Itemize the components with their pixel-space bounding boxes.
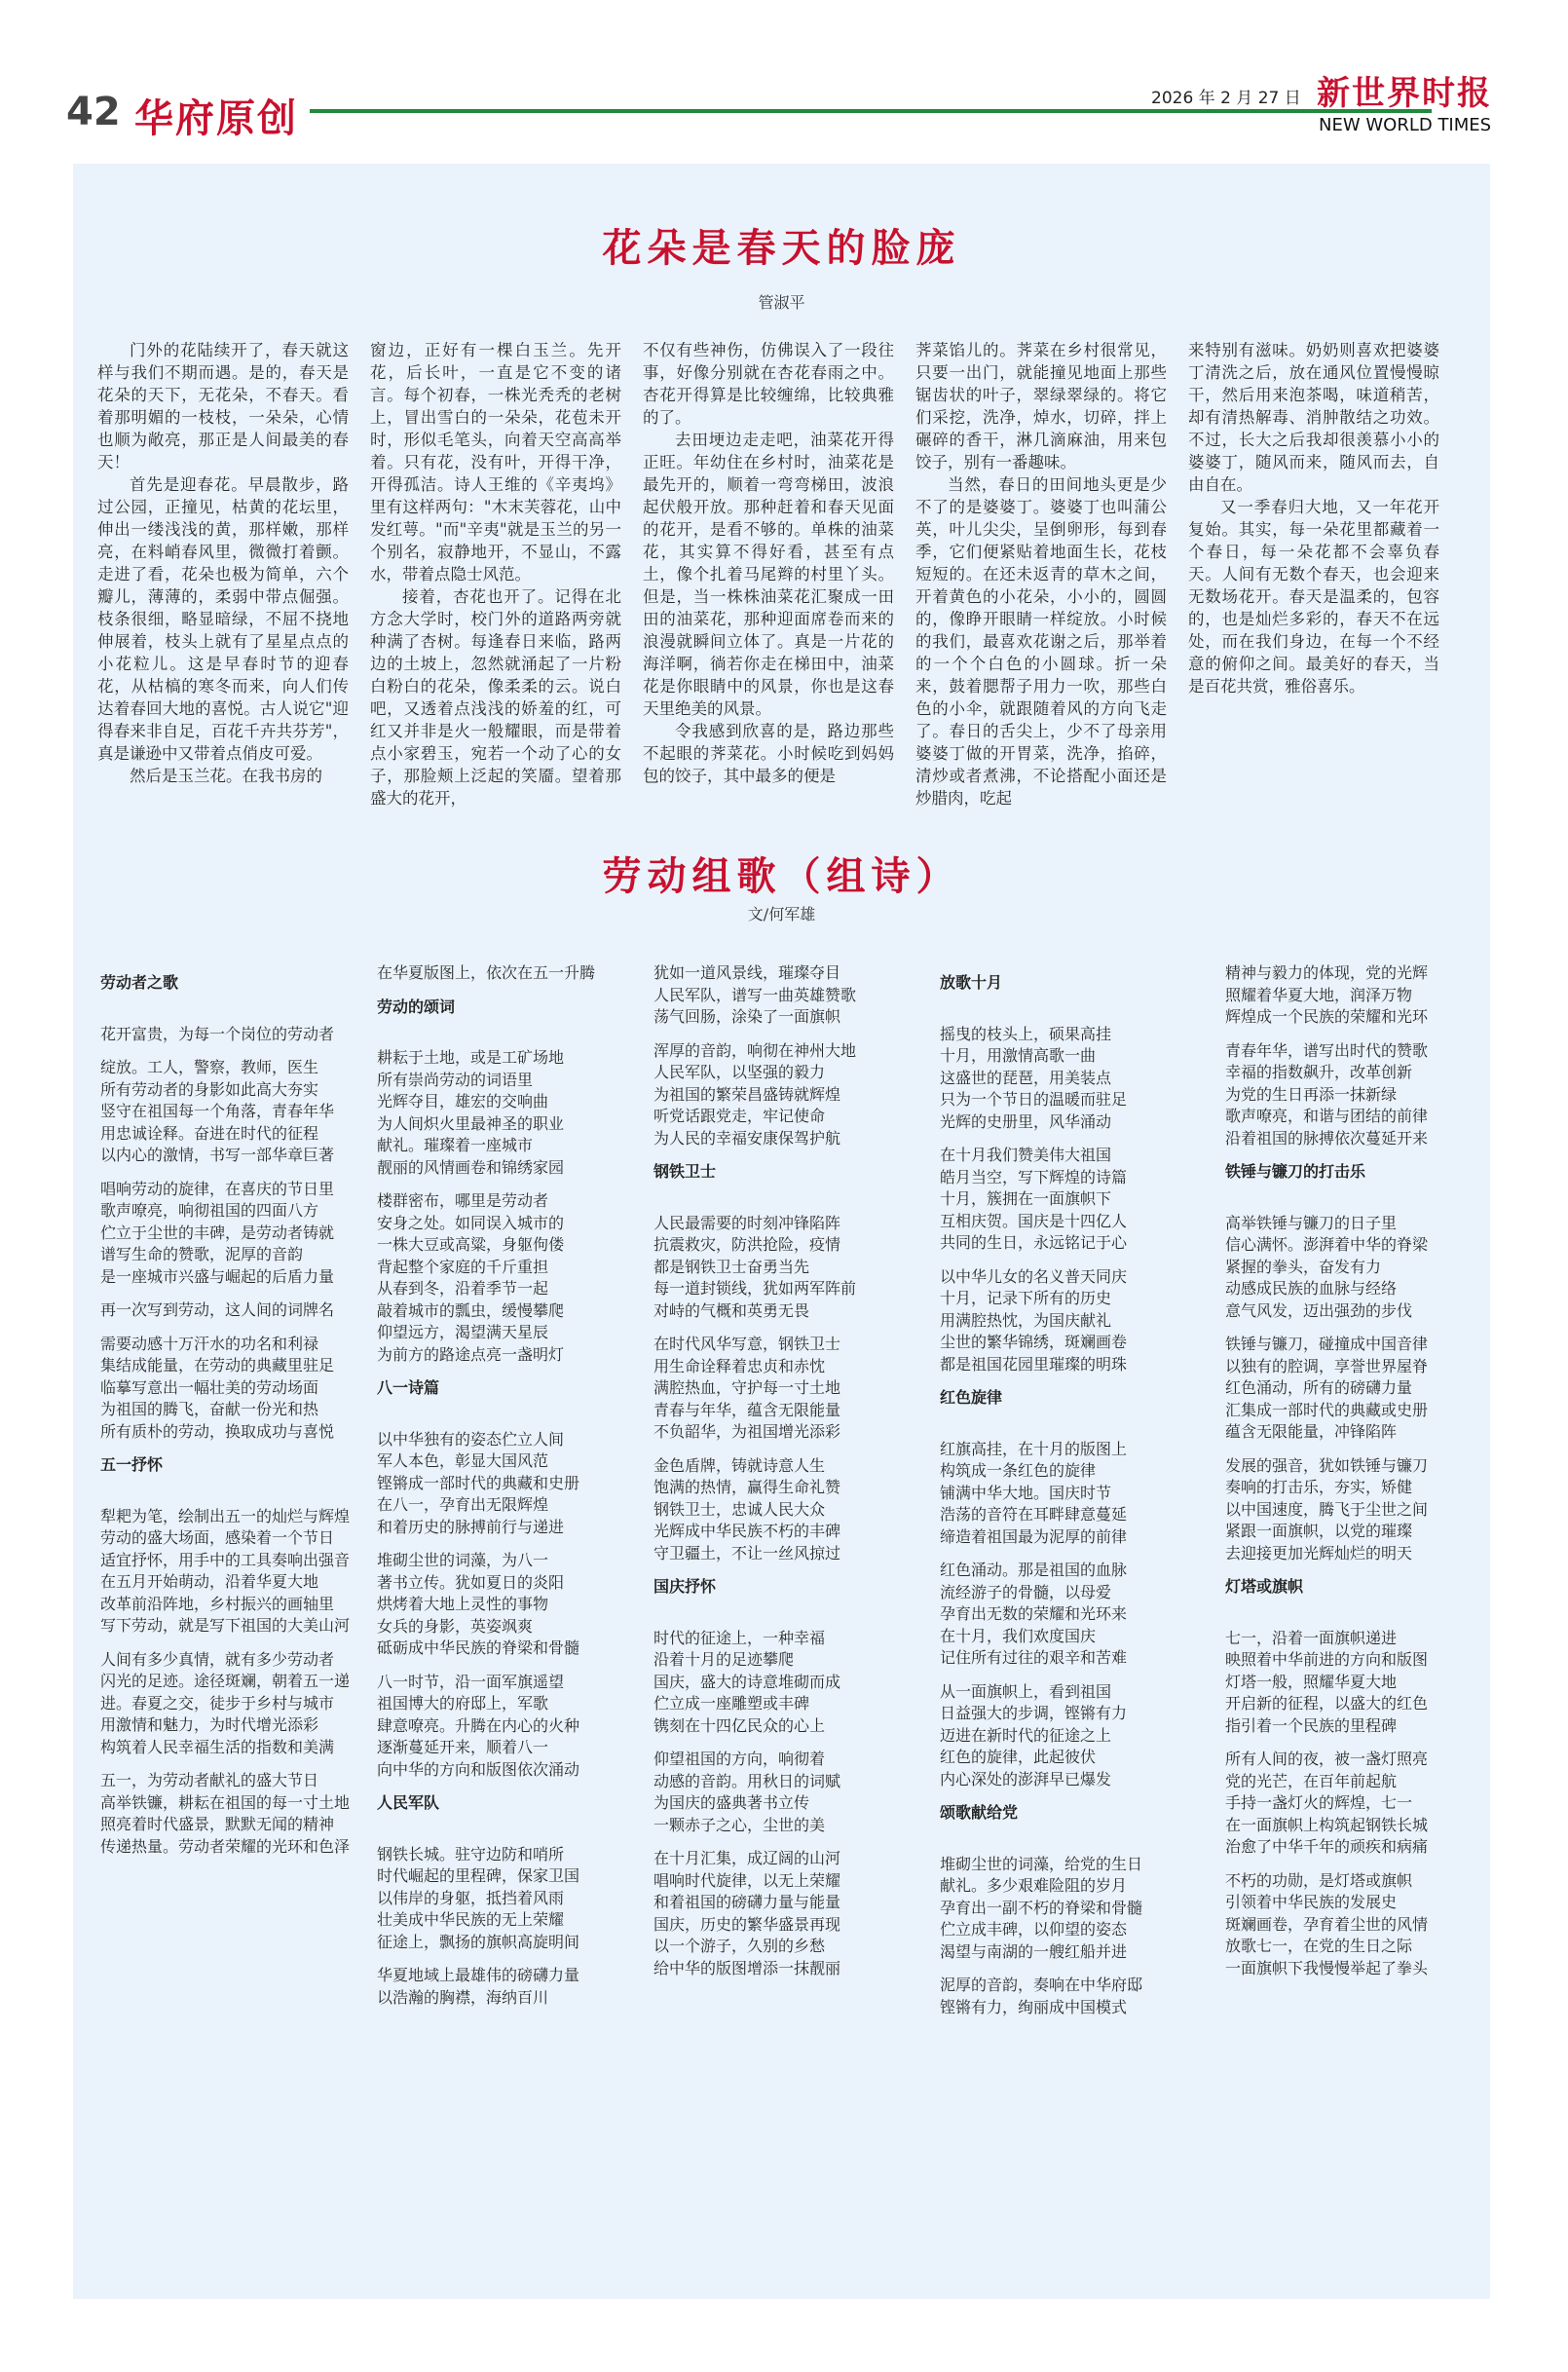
poem-stanza: 人间有多少真情，就有多少劳动者 闪光的足迹。途径斑斓，朝着五一递进。春夏之交，徒步于乡村与城市 用激情和魅力，为时代增光添彩 构筑着人民幸福生活的指数和美满 [100,1649,351,1756]
poem-heading: 红色旋律 [940,1388,1003,1407]
poem-stanza: 楼群密布，哪里是劳动者 安身之处。如同误入城市的 一株大豆或高粱，身躯佝偻 背起整个家庭的千斤重担 从春到冬，沿着季节一起 敲着城市的瓢虫，缓慢攀爬 仰望远方，渴望满天星辰 为前方的路途点亮一盏明灯 [377,1191,565,1364]
poem-stanza: 在十月汇集，成辽阔的山河 唱响时代旋律，以无上荣耀 和着祖国的磅礴力量与能量 国庆，历史的繁华盛景再现 以一个游子，久别的乡愁 给中华的版图增添一抹靓丽 [653,1849,841,1977]
poem-stanza: 精神与毅力的体现，党的光辉 照耀着华夏大地，润泽万物 辉煌成一个民族的荣耀和光环 [1225,963,1429,1026]
paragraph: 门外的花陆续开了，春天就这样与我们不期而遇。是的，春天是花朵的天下，无花朵，不春天。看着那明媚的一枝枝，一朵朵，心情也顺为敞亮，那正是人间最美的春天！ [97,341,349,471]
poem-stanza: 仰望祖国的方向，响彻着 动感的音韵。用秋日的词赋 为国庆的盛典著书立传 一颗赤子之心，尘世的美 [653,1750,841,1834]
poem-heading: 钢铁卫士 [653,1162,717,1181]
poem-stanza: 再一次写到劳动，这人间的词牌名 [100,1300,335,1319]
poem-heading: 放歌十月 [940,973,1003,992]
poem-stanza: 从一面旗帜上，看到祖国 日益强大的步调，铿锵有力 迈进在新时代的征途之上 红色的旋律，此起彼伏 内心深处的澎湃早已爆发 [940,1681,1128,1788]
poem-stanza: 发展的强音，犹如铁锤与镰刀 奏响的打击乐，夯实，矫健 以中国速度，腾飞于尘世之间 紧跟一面旗帜，以党的璀璨 去迎接更加光辉灿烂的明天 [1225,1455,1429,1563]
poem-stanza: 犹如一道风景线，璀璨夺目 人民军队，谱写一曲英雄赞歌 荡气回肠，涂染了一面旗帜 [653,963,857,1026]
poem-heading: 八一诗篇 [377,1378,440,1397]
poem-stanza: 耕耘于土地，或是工矿场地 所有崇尚劳动的词语里 光辉夺目，雄宏的交响曲 为人间炽火里最神圣的职业 献礼。璀璨着一座城市 靓丽的风情画卷和锦绣家园 [377,1048,565,1177]
paragraph: 荠菜馅儿的。荠菜在乡村很常见，只要一出门，就能撞见地面上那些锯齿状的叶子，翠绿翠绿的。将它们采挖，洗净，焯水，切碎，拌上碾碎的香干，淋几滴麻油，用来包饺子，别有一番趣味。 [915,341,1167,471]
poem-heading: 铁锤与镰刀的打击乐 [1225,1162,1366,1181]
header-divider [310,109,1432,113]
poem-stanza: 红色涌动。那是祖国的血脉 流经游子的骨髓，以母爱 孕育出无数的荣耀和光环来 在十月，我们欢度国庆 记住所有过往的艰辛和苦难 [940,1561,1128,1667]
poem-stanza: 绽放。工人，警察，教师，医生 所有劳动者的身影如此高大夯实 竖守在祖国每一个角落，青春年华 用忠诚诠释。奋进在时代的征程 以内心的激情，书写一部华章巨著 [100,1058,335,1164]
article1-byline: 管淑平 [758,293,805,312]
article2-title: 劳动组歌（组诗） [602,854,961,899]
poem-stanza: 铁锤与镰刀，碰撞成中国音律 以独有的腔调，享誉世界屋脊 红色涌动，所有的磅礴力量 汇集成一部时代的典藏或史册 蕴含无限能量，冲锋陷阵 [1225,1335,1429,1441]
poem-column [377,962,640,2020]
poem-stanza: 高举铁锤与镰刀的日子里 信心满怀。澎湃着中华的脊梁 紧握的拳头，奋发有力 动感成民族的血脉与经络 意气风发，迈出强劲的步伐 [1225,1213,1429,1320]
paragraph: 又一季春归大地，又一年花开复始。其实，每一朵花里都藏着一个春日，每一朵花都不会辜负春天。人间有无数个春天，也会迎来无数场花开。春天是温柔的，包容的，也是灿烂多彩的，春天不在远处，而在我们身边，在每一个不经意的俯仰之间。最美好的春天，当是百花共赏，雅俗喜乐。 [1188,498,1439,696]
article1-column [370,339,621,809]
paragraph: 接着，杏花也开了。记得在北方念大学时，校门外的道路两旁就种满了杏树。每逢春日来临，路两边的土坡上，忽然就涌起了一片粉白粉白的花朵，像柔柔的云。说白吧，又透着点浅浅的娇羞的红，可红又并非是火一般耀眼，而是带着点小家碧玉，宛若一个动了心的女子，那脸颊上泛起的笑靥。望着那盛大的花开， [370,587,621,808]
poem-stanza: 金色盾牌，铸就诗意人生 饱满的热情，赢得生命礼赞 钢铁卫士，忠诚人民大众 光辉成中华民族不朽的丰碑 守卫疆土，不让一丝风掠过 [653,1455,841,1563]
poem-stanza: 需要动感十万汗水的功名和利禄 集结成能量，在劳动的典藏里驻足 临摹写意出一幅壮美的劳动场面 为祖国的腾飞，奋献一份光和热 所有质朴的劳动，换取成功与喜悦 [100,1334,335,1441]
poem-heading: 劳动的颂词 [377,997,456,1016]
poem-heading: 劳动者之歌 [100,973,179,992]
poem-stanza: 以中华儿女的名义普天同庆 十月，记录下所有的历史 用满腔热忱，为国庆献礼 尘世的繁华锦绣，斑斓画卷 都是祖国花园里璀璨的明珠 [940,1266,1128,1374]
page-header [0,0,1568,146]
article1-column [915,339,1167,809]
paragraph: 当然，春日的田间地头更是少不了的是婆婆丁。婆婆丁也叫蒲公英，叶儿尖尖，呈倒卵形，每到春季，它们便紧贴着地面生长，花枝短短的。在还未返青的草木之间，开着黄色的小花朵，小小的，圆圆的，像睁开眼睛一样绽放。小时候的我们，最喜欢花谢之后，那举着的一个个白色的小圆球。折一朵来，鼓着腮帮子用力一吹，那些白色的小伞，就跟随着风的方向飞走了。春日的舌尖上，少不了母亲用婆婆丁做的开胃菜，洗净，掐碎，清炒或者煮沸，不论搭配小面还是炒腊肉，吃起 [915,475,1167,808]
poem-column [940,962,1203,2030]
poem-stanza: 在华夏版图上，依次在五一升腾 [377,963,596,982]
poem-stanza: 五一，为劳动者献礼的盛大节日 高举铁镰，耕耘在祖国的每一寸土地 照亮着时代盛景，默默无闻的精神 传递热量。劳动者荣耀的光环和色泽 [100,1771,351,1856]
poem-stanza: 花开富贵，为每一个岗位的劳动者 [100,1024,335,1043]
newspaper-logo: 新世界时报 [1317,74,1492,113]
paragraph: 令我感到欣喜的是，路边那些不起眼的荠菜花。小时候吃到妈妈包的饺子，其中最多的便是 [643,722,894,785]
poem-heading: 灯塔或旗帜 [1225,1577,1304,1596]
poem-stanza: 泥厚的音韵，奏响在中华府邸 铿锵有力，绚丽成中国模式 [940,1976,1143,2016]
content-panel [73,164,1490,2299]
poem-heading: 五一抒怀 [100,1455,164,1474]
poem-stanza: 唱响劳动的旋律，在喜庆的节日里 歌声嘹亮，响彻祖国的四面八方 伫立于尘世的丰碑，是劳动者铸就 谱写生命的赞歌，泥厚的音韵 是一座城市兴盛与崛起的后盾力量 [100,1179,335,1286]
poem-stanza: 红旗高挂，在十月的版图上 构筑成一条红色的旋律 铺满中华大地。国庆时节 浩荡的音符在耳畔肆意蔓延 缔造着祖国最为泥厚的前律 [940,1439,1128,1546]
poem-stanza: 钢铁长城。驻守边防和哨所 时代崛起的里程碑，保家卫国 以伟岸的身躯，抵挡着风雨 壮美成中华民族的无上荣耀 征途上，飘扬的旗帜高旋明间 [377,1844,580,1951]
paragraph: 去田埂边走走吧，油菜花开得正旺。年幼住在乡村时，油菜花是最先开的，顺着一弯弯梯田，波浪起伏般开放。那种赶着和春天见面的花开，是看不够的。单株的油菜花，其实算不得好看，甚至有点土，像个扎着马尾辫的村里丫头。但是，当一株株油菜花汇聚成一田田的油菜花，那种迎面席卷而来的浪漫就瞬间立体了。真是一片花的海洋啊，徜若你走在梯田中，油菜花是你眼睛中的风景，你也是这春天里绝美的风景。 [643,431,894,718]
poem-heading: 人民军队 [377,1793,440,1812]
poem-column [653,962,916,1991]
poem-stanza: 八一时节，沿一面军旗遥望 祖国博大的府邸上，军歌 肆意嘹亮。升腾在内心的火种 逐渐蔓延开来，顺着八一 向中华的方向和版图依次涌动 [377,1672,580,1779]
poem-column [100,962,363,1869]
poem-stanza: 犁耙为笔，绘制出五一的灿烂与辉煌 劳动的盛大场面，感染着一个节日 适宜抒怀，用手中的工具奏响出强音 在五月开始萌动，沿着华夏大地 改革前沿阵地，乡村振兴的画轴里 写下劳动，就是写下祖国的大美山河 [100,1506,351,1635]
poem-heading: 颂歌献给党 [940,1803,1019,1822]
poem-stanza: 华夏地域上最雄伟的磅礴力量 以浩瀚的胸襟，海纳百川 [377,1966,580,2007]
paragraph: 然后是玉兰花。在我书房的 [130,767,322,785]
poem-stanza: 以中华独有的姿态伫立人间 军人本色，彰显大国风范 铿锵成一部时代的典藏和史册 在八一，孕育出无限辉煌 和着历史的脉搏前行与递进 [377,1429,580,1536]
paragraph: 首先是迎春花。早晨散步，路过公园，正撞见，枯黄的花坛里，伸出一缕浅浅的黄，那样嫩，那样亮，在料峭春风里，微微打着颤。走进了看，花朵也极为简单，六个瓣儿，薄薄的，柔弱中带点倔强。枝条很细，略显暗绿，不屈不挠地伸展着，枝头上就有了星星点点的小花粒儿。这是早春时节的迎春花，从枯槁的寒冬而来，向人们传达着春回大地的喜悦。古人说它"迎得春来非自足，百花千卉共芬芳"，真是谦逊中又带着点俏皮可爱。 [97,475,349,763]
poem-stanza: 不朽的功勋，是灯塔或旗帜 引领着中华民族的发展史 斑斓画卷，孕育着尘世的风情 放歌七一，在党的生日之际 一面旗帜下我慢慢举起了拳头 [1225,1870,1429,1977]
poem-stanza: 在十月我们赞美伟大祖国 皓月当空，写下辉煌的诗篇 十月，簇拥在一面旗帜下 互相庆贺。国庆是十四亿人 共同的生日，永远铭记于心 [940,1146,1128,1252]
article1-column [643,339,894,787]
section-title: 华府原创 [134,96,298,141]
poem-stanza: 堆砌尘世的词藻，为八一 著书立传。犹如夏日的炎阳 烘烤着大地上灵性的事物 女兵的身影，英姿飒爽 砥砺成中华民族的脊梁和骨髓 [377,1551,580,1657]
poem-stanza: 所有人间的夜，被一盏灯照亮 党的光芒，在百年前起航 手持一盏灯火的辉煌，七一 在一面旗帜上构筑起钢铁长城 治愈了中华千年的顽疾和病痛 [1225,1750,1429,1856]
paragraph: 窗边，正好有一棵白玉兰。先开花，后长叶，一直是它不变的诸言。每个初春，一株光秃秃的老树上，冒出雪白的一朵朵，花苞未开时，形似毛笔头，向着天空高高举着。只有花，没有叶，开得干净，开得孤洁。诗人王维的《辛夷坞》里有这样两句："木末芙蓉花，山中发红萼。"而"辛夷"就是玉兰的另一个别名，寂静地开，不显山，不露水，带着点隐士风范。 [370,341,621,584]
poem-stanza: 摇曳的枝头上，硕果高挂 十月，用激情高歌一曲 这盛世的琵琶，用美装点 只为一个节日的温暖而驻足 光辉的史册里，风华涌动 [940,1024,1128,1131]
poem-stanza: 青春年华，谱写出时代的赞歌 幸福的指数飙升，改革创新 为党的生日再添一抹新绿 歌声嘹亮，和谐与团结的前律 沿着祖国的脉搏依次蔓延开来 [1225,1040,1429,1148]
poem-stanza: 时代的征途上，一种幸福 沿着十月的足迹攀爬 国庆，盛大的诗意堆砌而成 伫立成一座雕塑或丰碑 镌刻在十四亿民众的心上 [653,1628,841,1735]
paragraph: 来特别有滋味。奶奶则喜欢把婆婆丁清洗之后，放在通风位置慢慢晾干，然后用来泡茶喝，味道稍苦，却有清热解毒、消肿散结之功效。不过，长大之后我却很羡慕小小的婆婆丁，随风而来，随风而去，自由自在。 [1188,341,1439,494]
article2-byline: 文/何军雄 [747,905,816,923]
issue-date: 2026 年 2 月 27 日 [1151,89,1301,108]
article1-title: 花朵是春天的脸庞 [602,226,961,271]
poem-stanza: 人民最需要的时刻冲锋陷阵 抗震救灾，防洪抢险，疫情 都是钢铁卫士奋勇当先 每一道封锁线，犹如两军阵前 对峙的气概和英勇无畏 [653,1213,857,1320]
poem-stanza: 浑厚的音韵，响彻在神州大地 人民军队，以坚强的毅力 为祖国的繁荣昌盛铸就辉煌 听党话跟党走，牢记使命 为人民的幸福安康保驾护航 [653,1040,857,1148]
newspaper-name-en: NEW WORLD TIMES [1319,115,1492,135]
poem-heading: 国庆抒怀 [653,1577,717,1596]
poem-stanza: 堆砌尘世的词藻，给党的生日 献礼。多少艰难险阻的岁月 孕育出一副不朽的脊梁和骨髓 伫立成丰碑，以仰望的姿态 渴望与南湖的一艘红船并进 [940,1854,1143,1961]
article1-column [97,339,349,787]
article1-column [1188,339,1439,697]
poem-column [1225,962,1488,1991]
paragraph: 不仅有些神伤，仿佛误入了一段往事，好像分别就在杏花春雨之中。杏花开得算是比较缠绵，比较典雅的了。 [643,341,894,427]
page-number: 42 [66,90,121,134]
poem-stanza: 七一，沿着一面旗帜递进 映照着中华前进的方向和版图 灯塔一般，照耀华夏大地 开启新的征程，以盛大的红色 指引着一个民族的里程碑 [1225,1628,1429,1735]
poem-stanza: 在时代风华写意，钢铁卫士 用生命诠释着忠贞和赤忱 满腔热血，守护每一寸土地 青春与年华，蕴含无限能量 不负韶华，为祖国增光添彩 [653,1335,841,1441]
